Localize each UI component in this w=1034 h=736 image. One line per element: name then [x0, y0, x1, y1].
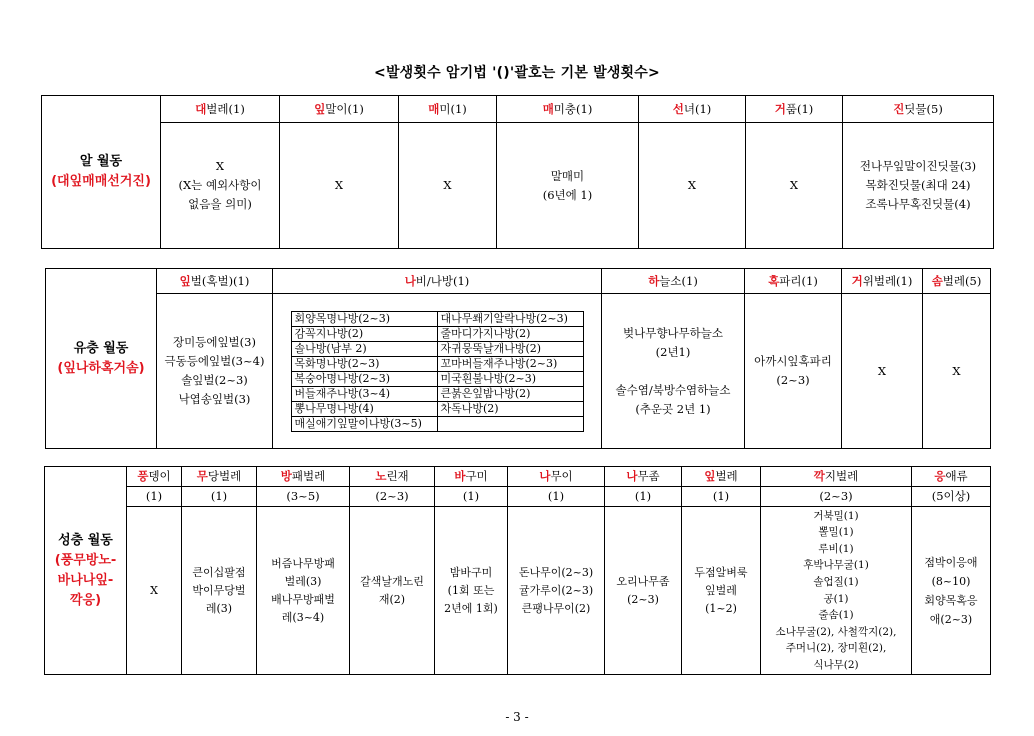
larva-header-5: 거위벌레(1) — [842, 269, 923, 294]
egg-header-1: 대벌레(1) — [161, 96, 280, 123]
egg-mnemonic: (대잎매매선거진) — [51, 174, 151, 189]
moth-row: 솔나방(남부 2) 자귀뭉뚝날개나방(2) — [291, 341, 583, 356]
egg-header-5: 선녀(1) — [639, 96, 746, 123]
moth-row: 뽕나무명나방(4) 차독나방(2) — [291, 401, 583, 416]
adult-cell-5: 밤바구미 (1회 또는 2년에 1회) — [435, 507, 508, 675]
adult-header-8: 잎벌레 — [682, 467, 761, 487]
larva-cell-moths — [273, 294, 602, 449]
adult-count-10: (5이상) — [912, 487, 991, 507]
adult-cell-1: X — [127, 507, 182, 675]
adult-header-5: 바구미 — [435, 467, 508, 487]
adult-count-8: (1) — [682, 487, 761, 507]
adult-count-6: (1) — [508, 487, 605, 507]
larva-header-4: 혹파리(1) — [745, 269, 842, 294]
egg-header-7: 진딧물(5) — [843, 96, 994, 123]
moth-row: 복숭아명나방(2~3) 미국흰불나방(2~3) — [291, 371, 583, 386]
adult-cell-10: 점박이응애 (8~10) 회양목혹응 애(2~3) — [912, 507, 991, 675]
larva-mnemonic: (잎나하혹거솜) — [57, 360, 145, 376]
egg-cell-6: X — [746, 123, 843, 249]
adult-cell-8: 두점알벼룩 잎벌레 (1~2) — [682, 507, 761, 675]
egg-cell-1: X (X는 예외사항이 없음을 의미) — [161, 123, 280, 249]
adult-cell-4: 갈색날개노린 재(2) — [350, 507, 435, 675]
larva-header-1: 잎벌(혹벌)(1) — [157, 269, 273, 294]
adult-cell-3: 버즘나무방패 벌레(3) 배나무방패벌 레(3~4) — [257, 507, 350, 675]
larva-cell-sawfly: 장미등에잎벌(3) 극동등에잎벌(3~4) 솔잎벌(2~3) 낙엽송잎벌(3) — [157, 294, 273, 449]
adult-count-9: (2~3) — [761, 487, 912, 507]
adult-header-4: 노린재 — [350, 467, 435, 487]
egg-cell-2: X — [280, 123, 399, 249]
egg-header-4: 매미충(1) — [497, 96, 639, 123]
adult-count-1: (1) — [127, 487, 182, 507]
adult-count-3: (3~5) — [257, 487, 350, 507]
adult-cell-6: 돈나무이(2~3) 귤가루이(2~3) 큰팽나무이(2) — [508, 507, 605, 675]
adult-mnemonic-1: (풍무방노- — [54, 552, 117, 568]
egg-cell-7: 전나무잎말이진딧물(3) 목화진딧물(최대 24) 조록나무혹진딧물(4) — [843, 123, 994, 249]
adult-header-10: 응애류 — [912, 467, 991, 487]
egg-header-2: 잎말이(1) — [280, 96, 399, 123]
adult-header-2: 무당벌레 — [182, 467, 257, 487]
adult-header-6: 나무이 — [508, 467, 605, 487]
adult-cell-7: 오리나무좀 (2~3) — [605, 507, 682, 675]
moth-row: 목화명나방(2~3) 꼬마버들재주나방(2~3) — [291, 356, 583, 371]
egg-cell-3: X — [399, 123, 497, 249]
egg-cell-5: X — [639, 123, 746, 249]
egg-header-6: 거품(1) — [746, 96, 843, 123]
moth-species-grid — [291, 311, 584, 432]
adult-count-2: (1) — [182, 487, 257, 507]
egg-cell-4: 말매미 (6년에 1) — [497, 123, 639, 249]
adult-mnemonic-3: 깍응) — [69, 592, 102, 608]
larva-header-6: 솜벌레(5) — [923, 269, 991, 294]
larva-header-3: 하늘소(1) — [602, 269, 745, 294]
larva-overwintering-table — [45, 268, 991, 449]
adult-cell-2: 큰이십팔점 박이무당벌 레(3) — [182, 507, 257, 675]
egg-header-3: 매미(1) — [399, 96, 497, 123]
moth-row: 매실애기잎말이나방(3~5) — [291, 416, 583, 431]
larva-cell-weevil: X — [842, 294, 923, 449]
adult-overwintering-table — [44, 466, 991, 675]
page-number: - 3 - — [505, 710, 529, 724]
larva-section-label: 유충 월동 (잎나하혹거솜) — [46, 269, 157, 449]
adult-header-1: 풍뎅이 — [127, 467, 182, 487]
adult-mnemonic-2: 바나나잎- — [57, 572, 114, 588]
moth-row: 버들재주나방(3~4) 큰붉은잎밤나방(2) — [291, 386, 583, 401]
adult-count-4: (2~3) — [350, 487, 435, 507]
adult-count-5: (1) — [435, 487, 508, 507]
egg-section-label: 알 월동 (대잎매매선거진) — [42, 96, 161, 249]
larva-cell-woolly: X — [923, 294, 991, 449]
moth-row: 회양목명나방(2~3) 대나무쐐기알락나방(2~3) — [291, 311, 583, 326]
adult-cell-9: 거북밀(1) 뽈밀(1) 루비(1) 후박나무굴(1) 솔업질(1) 공(1) 줄솜(1) 소나무굴(2), 사철깍지(2), 주머니(2), 장미흰(2), 식나무(2) — [761, 507, 912, 675]
adult-header-7: 나무좀 — [605, 467, 682, 487]
larva-cell-longhorn: 벚나무향나무하늘소 (2년1) 솔수염/북방수염하늘소 (추운곳 2년 1) — [602, 294, 745, 449]
larva-header-2: 나비/나방(1) — [273, 269, 602, 294]
moth-row: 감꼭지나방(2) 줄마디가지나방(2) — [291, 326, 583, 341]
adult-header-3: 방패벌레 — [257, 467, 350, 487]
adult-header-9: 깍지벌레 — [761, 467, 912, 487]
adult-count-7: (1) — [605, 487, 682, 507]
page-title: <발생횟수 암기법 '()'괄호는 기본 발생횟수> — [374, 65, 660, 81]
egg-overwintering-table — [41, 95, 994, 249]
larva-cell-gallmidge: 아까시잎혹파리 (2~3) — [745, 294, 842, 449]
adult-section-label: 성충 월동 (풍무방노- 바나나잎- 깍응) — [45, 467, 127, 675]
